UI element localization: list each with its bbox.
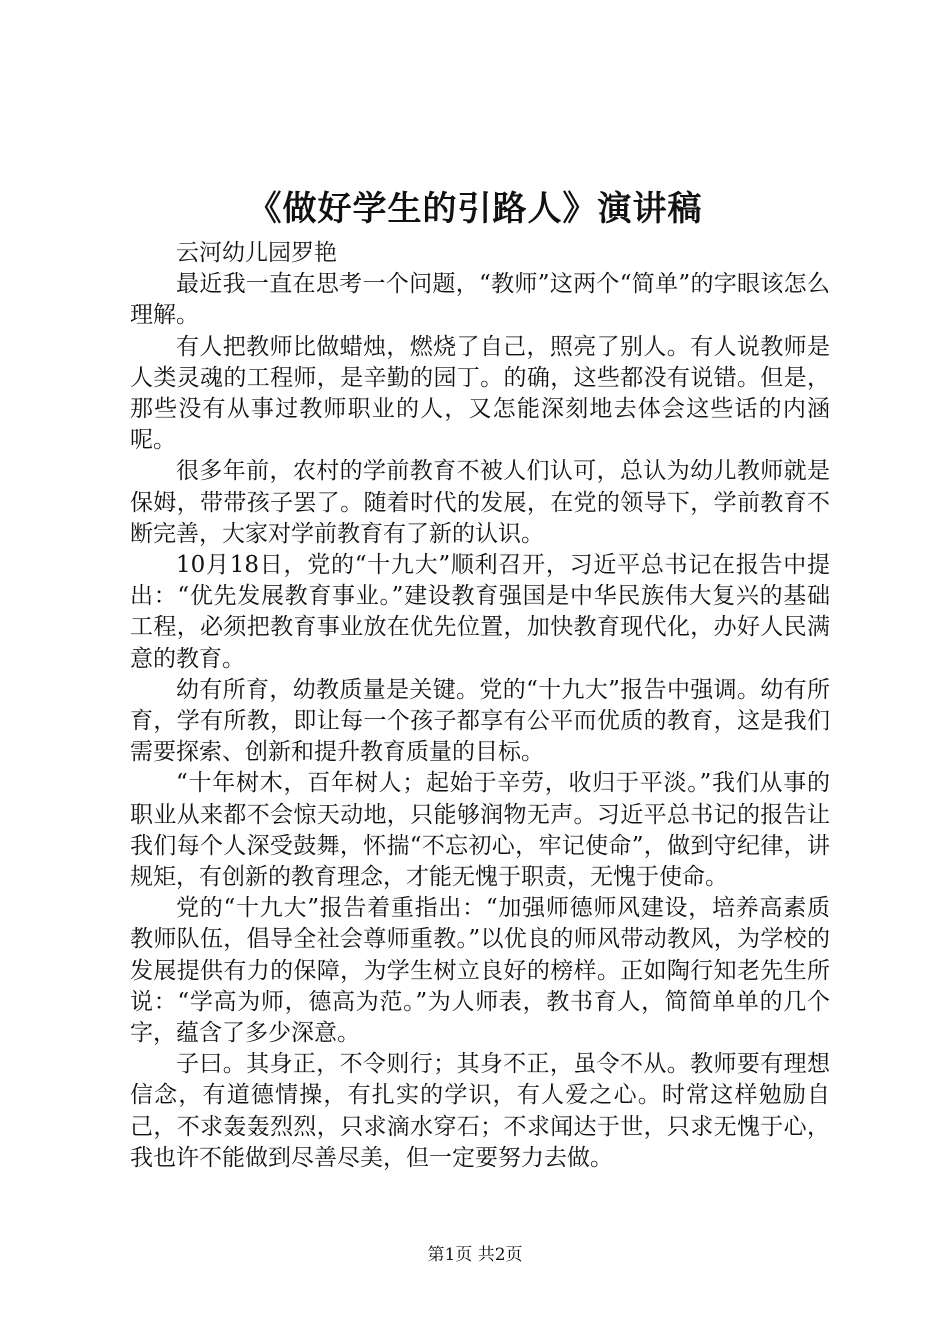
paragraph: 很多年前，农村的学前教育不被人们认可，总认为幼儿教师就是保姆，带带孩子罢了。随着时代的发展，在党的领导下，学前教育不断完善，大家对学前教育有了新的认识。 — [130, 458, 830, 547]
paragraph: 党的“十九大”报告着重指出：“加强师德师风建设，培养高素质教师队伍，倡导全社会尊师重教。”以优良的师风带动教风，为学校的发展提供有力的保障，为学生树立良好的榜样。正如陶行知老先生所说：“学高为师，德高为范。”为人师表，教书育人，简简单单的几个字，蕴含了多少深意。 — [130, 895, 830, 1047]
paragraph: 有人把教师比做蜡烛，燃烧了自己，照亮了别人。有人说教师是人类灵魂的工程师，是辛勤的园丁。的确，这些都没有说错。但是，那些没有从事过教师职业的人，又怎能深刻地去体会这些话的内涵呢。 — [130, 333, 830, 454]
document-body — [130, 238, 830, 1174]
author-line: 云河幼儿园罗艳 — [176, 240, 337, 266]
paragraph: 子曰。其身正，不令则行；其身不正，虽令不从。教师要有理想信念，有道德情操，有扎实的学识，有人爱之心。时常这样勉励自己，不求轰轰烈烈，只求滴水穿石；不求闻达于世，只求无愧于心，我也许不能做到尽善尽美，但一定要努力去做。 — [130, 1051, 830, 1171]
paragraph: 最近我一直在思考一个问题，“教师”这两个“简单”的字眼该怎么理解。 — [130, 271, 830, 329]
page-footer: 第1页 共2页 — [427, 1245, 523, 1265]
paragraph: “十年树木，百年树人；起始于辛劳，收归于平淡。”我们从事的职业从来都不会惊天动地，只能够润物无声。习近平总书记的报告让我们每个人深受鼓舞，怀揣“不忘初心，牢记使命”，做到守纪律，讲规矩，有创新的教育理念，才能无愧于职责，无愧于使命。 — [130, 770, 830, 891]
paragraph: 幼有所育，幼教质量是关键。党的“十九大”报告中强调。幼有所育，学有所教，即让每一个孩子都享有公平而优质的教育，这是我们需要探索、创新和提升教育质量的目标。 — [130, 676, 830, 766]
paragraph: 10月18日，党的“十九大”顺利召开，习近平总书记在报告中提出：“优先发展教育事业。”建设教育强国是中华民族伟大复兴的基础工程，必须把教育事业放在优先位置，加快教育现代化，办好人民满意的教育。 — [130, 552, 830, 672]
document-title: 《做好学生的引路人》演讲稿 — [247, 189, 703, 229]
